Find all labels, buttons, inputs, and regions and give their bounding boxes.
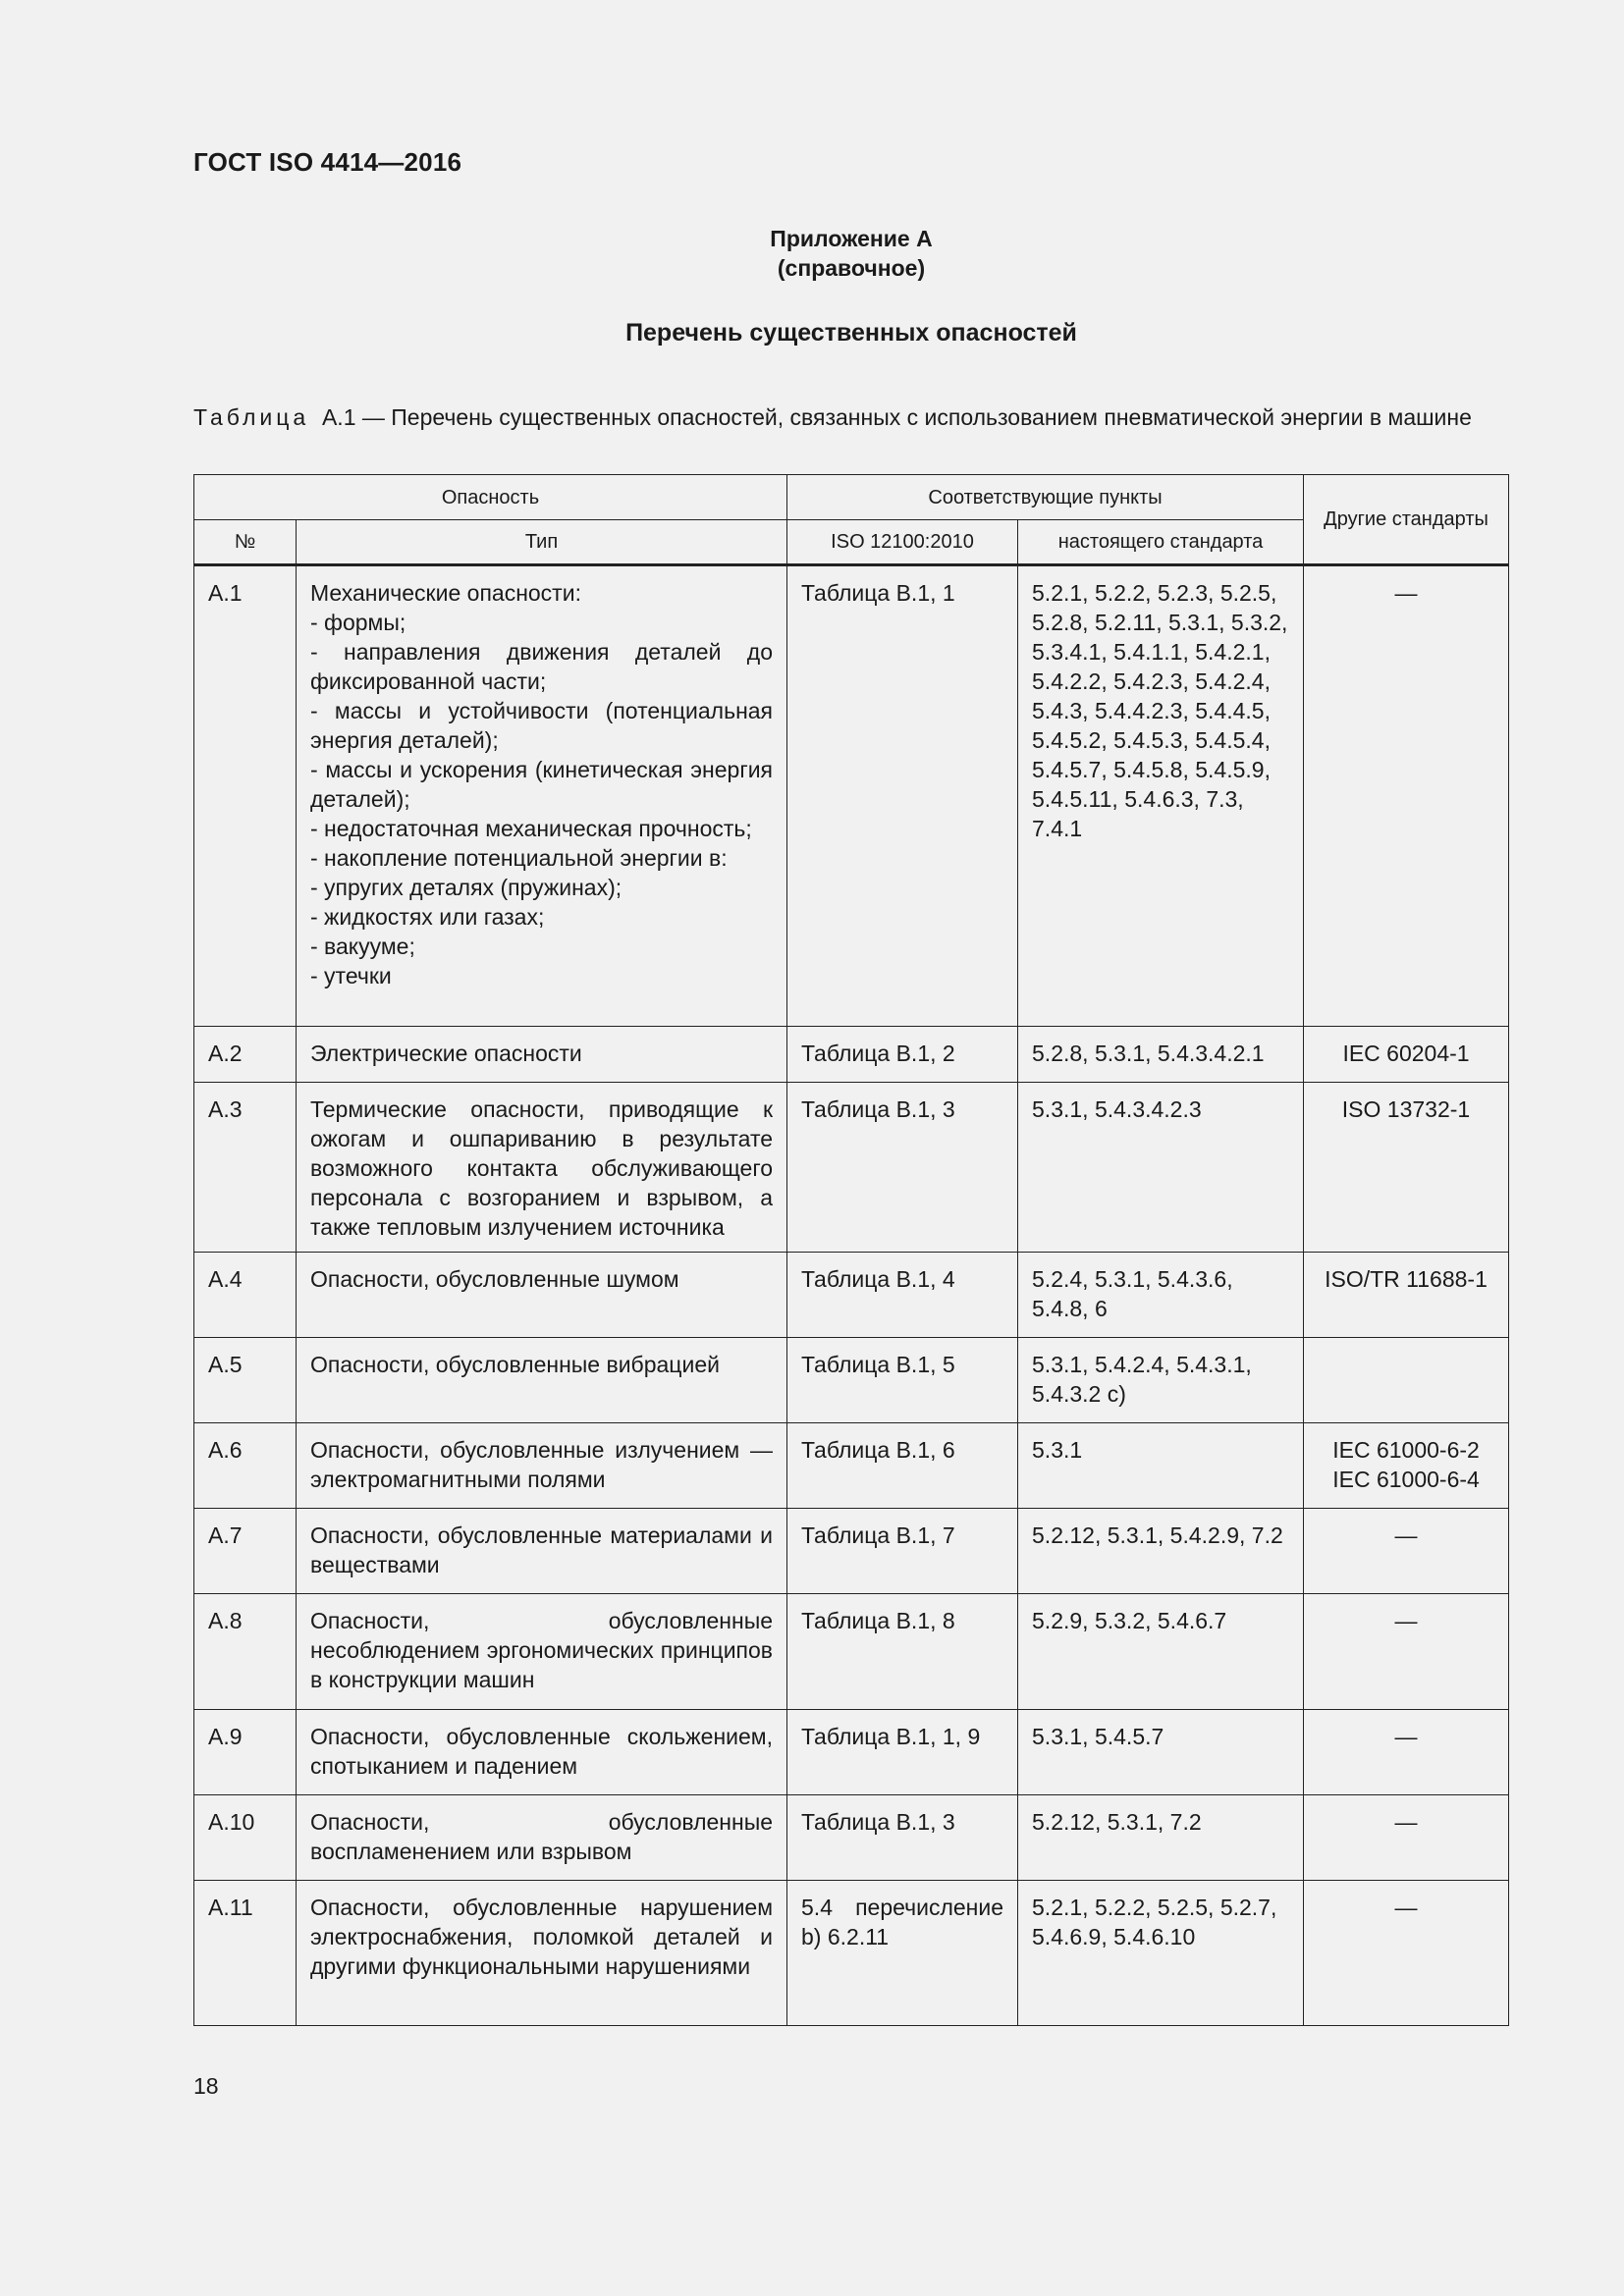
cell-this-standard: 5.2.12, 5.3.1, 5.4.2.9, 7.2 — [1018, 1509, 1304, 1594]
table-header — [194, 475, 1509, 565]
cell-no: А.3 — [194, 1083, 297, 1253]
cell-type-line: - массы и устойчивости (потенциальная энергия деталей); — [310, 698, 774, 753]
cell-iso: Таблица В.1, 8 — [787, 1594, 1018, 1710]
cell-other-standards: — — [1304, 1710, 1509, 1795]
cell-type-line: Опасности, обусловленные воспламенением или взрывом — [310, 1809, 774, 1864]
cell-type-line: - массы и ускорения (кинетическая энергия деталей); — [310, 757, 774, 812]
cell-type-line: Опасности, обусловленные вибрацией — [310, 1352, 720, 1377]
cell-type-line: Опасности, обусловленные шумом — [310, 1266, 679, 1292]
cell-this-standard: 5.3.1, 5.4.5.7 — [1018, 1710, 1304, 1795]
cell-type — [297, 1710, 787, 1795]
header-type: Тип — [297, 520, 787, 565]
cell-type-line: - накопление потенциальной энергии в: — [310, 845, 728, 871]
table-row — [194, 1509, 1509, 1594]
table-row — [194, 1594, 1509, 1710]
cell-type — [297, 1083, 787, 1253]
header-other-standards: Другие стандарты — [1304, 475, 1509, 565]
table-row — [194, 1423, 1509, 1509]
cell-this-standard: 5.3.1, 5.4.2.4, 5.4.3.1, 5.4.3.2 c) — [1018, 1338, 1304, 1423]
cell-iso: Таблица В.1, 4 — [787, 1253, 1018, 1338]
cell-this-standard: 5.2.9, 5.3.2, 5.4.6.7 — [1018, 1594, 1304, 1710]
cell-type-line: - упругих деталях (пружинах); — [310, 875, 623, 900]
cell-type-line: - утечки — [310, 963, 392, 988]
cell-type-line: Опасности, обусловленные излучением — электромагнитными полями — [310, 1437, 774, 1492]
cell-iso: 5.4 перечисление b) 6.2.11 — [787, 1881, 1018, 2026]
cell-type-line: Термические опасности, приводящие к ожогам и ошпариванию в результате возможного контакта обслуживающего персонала с возгоранием и взрывом, а также тепловым излучением источника — [310, 1096, 774, 1240]
cell-this-standard: 5.2.8, 5.3.1, 5.4.3.4.2.1 — [1018, 1027, 1304, 1083]
table-row — [194, 1795, 1509, 1881]
cell-type-line: - жидкостях или газах; — [310, 904, 545, 930]
cell-type-line: Механические опасности: — [310, 580, 581, 606]
cell-type-line: - вакууме; — [310, 934, 415, 959]
table-row — [194, 1338, 1509, 1423]
cell-this-standard: 5.3.1, 5.4.3.4.2.3 — [1018, 1083, 1304, 1253]
cell-type-line: Опасности, обусловленные скольжением, спотыканием и падением — [310, 1724, 774, 1779]
cell-no: А.8 — [194, 1594, 297, 1710]
document-code: ГОСТ ISO 4414—2016 — [193, 147, 462, 177]
cell-type-line: Опасности, обусловленные материалами и веществами — [310, 1522, 774, 1577]
cell-this-standard: 5.3.1 — [1018, 1423, 1304, 1509]
header-this-standard: настоящего стандарта — [1018, 520, 1304, 565]
cell-no: А.1 — [194, 565, 297, 1027]
cell-type — [297, 1253, 787, 1338]
table-row — [194, 1881, 1509, 2026]
header-no: № — [194, 520, 297, 565]
cell-other-standards: — — [1304, 1594, 1509, 1710]
cell-type — [297, 1795, 787, 1881]
cell-type — [297, 1594, 787, 1710]
cell-type — [297, 1338, 787, 1423]
header-hazard: Опасность — [194, 475, 787, 520]
cell-no: А.7 — [194, 1509, 297, 1594]
cell-type-line: - формы; — [310, 610, 406, 635]
cell-this-standard: 5.2.4, 5.3.1, 5.4.3.6, 5.4.8, 6 — [1018, 1253, 1304, 1338]
table-body — [194, 565, 1509, 2026]
cell-no: А.6 — [194, 1423, 297, 1509]
table-row — [194, 1083, 1509, 1253]
cell-no: А.5 — [194, 1338, 297, 1423]
cell-iso: Таблица В.1, 1 — [787, 565, 1018, 1027]
cell-type — [297, 1509, 787, 1594]
cell-this-standard: 5.2.1, 5.2.2, 5.2.5, 5.2.7, 5.4.6.9, 5.4.6.10 — [1018, 1881, 1304, 2026]
cell-this-standard: 5.2.1, 5.2.2, 5.2.3, 5.2.5, 5.2.8, 5.2.11, 5.3.1, 5.3.2, 5.3.4.1, 5.4.1.1, 5.4.2.1, 5.4.2.2, 5.4.2.3, 5.4.2.4, 5.4.3, 5.4.4.2.3, 5.4.4.5, 5.4.5.2, 5.4.5.3, 5.4.5.4, 5.4.5.7, 5.4.5.8, 5.4.5.9, 5.4.5.11, 5.4.6.3, 7.3, 7.4.1 — [1018, 565, 1304, 1027]
cell-iso: Таблица В.1, 6 — [787, 1423, 1018, 1509]
cell-this-standard: 5.2.12, 5.3.1, 7.2 — [1018, 1795, 1304, 1881]
cell-other-standards: ISO/TR 11688-1 — [1304, 1253, 1509, 1338]
cell-other-standards — [1304, 1338, 1509, 1423]
table-row — [194, 565, 1509, 1027]
appendix-heading — [193, 224, 1509, 283]
cell-type — [297, 565, 787, 1027]
cell-no: А.10 — [194, 1795, 297, 1881]
header-relevant-clauses: Соответствующие пункты — [787, 475, 1304, 520]
cell-other-standards: IEC 60204-1 — [1304, 1027, 1509, 1083]
cell-iso: Таблица В.1, 1, 9 — [787, 1710, 1018, 1795]
table-caption-label: Таблица — [193, 404, 310, 430]
page-number: 18 — [193, 2073, 219, 2099]
table-caption-text: А.1 — Перечень существенных опасностей, связанных с использованием пневматической энергии в машине — [321, 404, 1472, 430]
section-title: Перечень существенных опасностей — [625, 319, 1077, 347]
table-row — [194, 1710, 1509, 1795]
cell-no: А.2 — [194, 1027, 297, 1083]
header-iso: ISO 12100:2010 — [787, 520, 1018, 565]
table-caption — [193, 402, 1509, 432]
cell-type-line: Опасности, обусловленные несоблюдением эргономических принципов в конструкции машин — [310, 1608, 774, 1692]
cell-other-standards: — — [1304, 1795, 1509, 1881]
hazards-table — [193, 474, 1509, 2026]
cell-type-line: Опасности, обусловленные нарушением электроснабжения, поломкой деталей и другими функциональными нарушениями — [310, 1895, 774, 1979]
cell-no: А.11 — [194, 1881, 297, 2026]
cell-type-line: - недостаточная механическая прочность; — [310, 816, 752, 841]
cell-iso: Таблица В.1, 3 — [787, 1083, 1018, 1253]
cell-other-standards: IEC 61000-6-2 IEC 61000-6-4 — [1304, 1423, 1509, 1509]
cell-type — [297, 1027, 787, 1083]
cell-other-standards: ISO 13732-1 — [1304, 1083, 1509, 1253]
cell-type — [297, 1423, 787, 1509]
cell-other-standards: — — [1304, 565, 1509, 1027]
cell-other-standards: — — [1304, 1881, 1509, 2026]
cell-iso: Таблица В.1, 7 — [787, 1509, 1018, 1594]
cell-type-line: - направления движения деталей до фиксированной части; — [310, 639, 774, 694]
cell-no: А.4 — [194, 1253, 297, 1338]
cell-iso: Таблица В.1, 5 — [787, 1338, 1018, 1423]
cell-type-line: Электрические опасности — [310, 1041, 582, 1066]
cell-other-standards: — — [1304, 1509, 1509, 1594]
table-row — [194, 1253, 1509, 1338]
cell-iso: Таблица В.1, 3 — [787, 1795, 1018, 1881]
cell-iso: Таблица В.1, 2 — [787, 1027, 1018, 1083]
table-row — [194, 1027, 1509, 1083]
cell-type — [297, 1881, 787, 2026]
cell-no: А.9 — [194, 1710, 297, 1795]
appendix-note: (справочное) — [777, 255, 926, 281]
appendix-title: Приложение А — [770, 226, 933, 251]
